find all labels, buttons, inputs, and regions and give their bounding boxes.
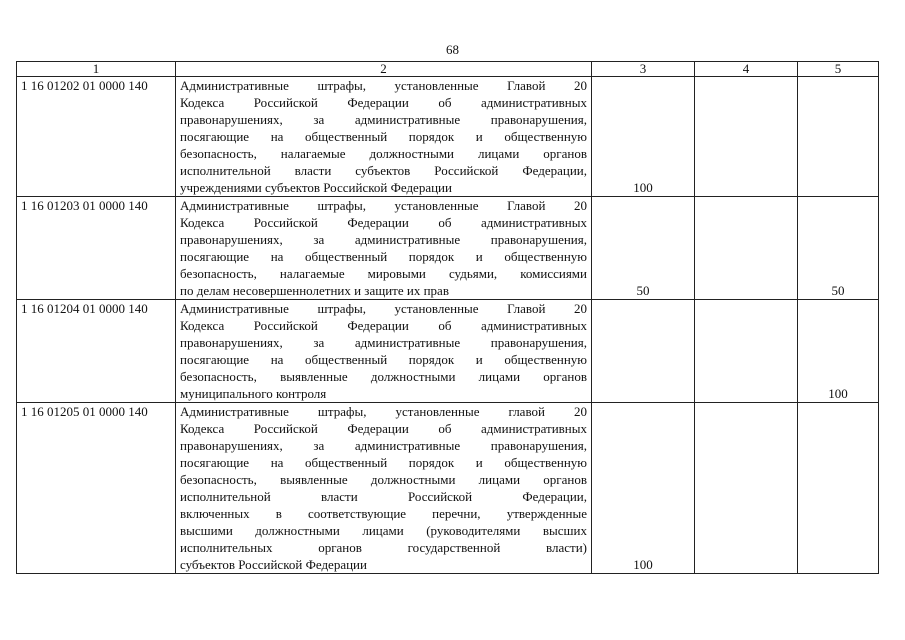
table-row [17, 300, 879, 403]
row-code: 1 16 01202 01 0000 140 [17, 77, 176, 197]
description-line: Административные штрафы, установленные Главой 20 [180, 198, 587, 213]
description-line: правонарушениях, за административные правонарушения, [180, 438, 587, 453]
description-line: Кодекса Российской Федерации об административных [180, 421, 587, 436]
description-line: исполнительной власти субъектов Российской Федерации, [180, 163, 587, 178]
description-line: посягающие на общественный порядок и общественную [180, 352, 587, 367]
header-col-2: 2 [176, 62, 592, 77]
description-line: Кодекса Российской Федерации об административных [180, 215, 587, 230]
description-line: Административные штрафы, установленные главой 20 [180, 404, 587, 419]
row-col-5-value [798, 77, 879, 197]
row-code: 1 16 01204 01 0000 140 [17, 300, 176, 403]
description-line: учреждениями субъектов Российской Федерации [180, 180, 452, 195]
description-line: правонарушениях, за административные правонарушения, [180, 335, 587, 350]
row-description [176, 197, 592, 300]
description-line: посягающие на общественный порядок и общественную [180, 455, 587, 470]
description-line: посягающие на общественный порядок и общественную [180, 249, 587, 264]
description-line: безопасность, выявленные должностными лицами органов [180, 369, 587, 384]
row-col-5-value: 50 [798, 197, 879, 300]
row-col-5-value [798, 403, 879, 574]
row-col-3-value: 100 [592, 403, 695, 574]
description-line: включенных в соответствующие перечни, утвержденные [180, 506, 587, 521]
header-col-4: 4 [695, 62, 798, 77]
table-row [17, 197, 879, 300]
header-col-5: 5 [798, 62, 879, 77]
header-col-1: 1 [17, 62, 176, 77]
table-row [17, 77, 879, 197]
header-row [17, 62, 879, 77]
row-code: 1 16 01203 01 0000 140 [17, 197, 176, 300]
description-line: муниципального контроля [180, 386, 327, 401]
description-line: правонарушениях, за административные правонарушения, [180, 112, 587, 127]
description-line: безопасность, выявленные должностными лицами органов [180, 472, 587, 487]
description-line: Кодекса Российской Федерации об административных [180, 318, 587, 333]
description-line: исполнительной власти Российской Федерации, [180, 489, 587, 504]
row-description [176, 403, 592, 574]
row-col-3-value: 100 [592, 77, 695, 197]
row-col-3-value: 50 [592, 197, 695, 300]
budget-table [16, 61, 879, 574]
row-col-3-value [592, 300, 695, 403]
header-col-3: 3 [592, 62, 695, 77]
description-line: Административные штрафы, установленные Главой 20 [180, 78, 587, 93]
description-line: Административные штрафы, установленные Главой 20 [180, 301, 587, 316]
table-row [17, 403, 879, 574]
page-number: 68 [446, 42, 459, 57]
description-line: Кодекса Российской Федерации об административных [180, 95, 587, 110]
description-line: безопасность, налагаемые мировыми судьями, комиссиями [180, 266, 587, 281]
row-col-5-value: 100 [798, 300, 879, 403]
row-description [176, 77, 592, 197]
description-line: посягающие на общественный порядок и общественную [180, 129, 587, 144]
row-col-4-value [695, 300, 798, 403]
description-line: правонарушениях, за административные правонарушения, [180, 232, 587, 247]
row-col-4-value [695, 403, 798, 574]
description-line: высшими должностными лицами (руководителями высших [180, 523, 587, 538]
row-description [176, 300, 592, 403]
description-line: субъектов Российской Федерации [180, 557, 367, 572]
row-code: 1 16 01205 01 0000 140 [17, 403, 176, 574]
description-line: исполнительных органов государственной власти) [180, 540, 587, 555]
description-line: по делам несовершеннолетних и защите их прав [180, 283, 449, 298]
description-line: безопасность, налагаемые должностными лицами органов [180, 146, 587, 161]
row-col-4-value [695, 197, 798, 300]
row-col-4-value [695, 77, 798, 197]
